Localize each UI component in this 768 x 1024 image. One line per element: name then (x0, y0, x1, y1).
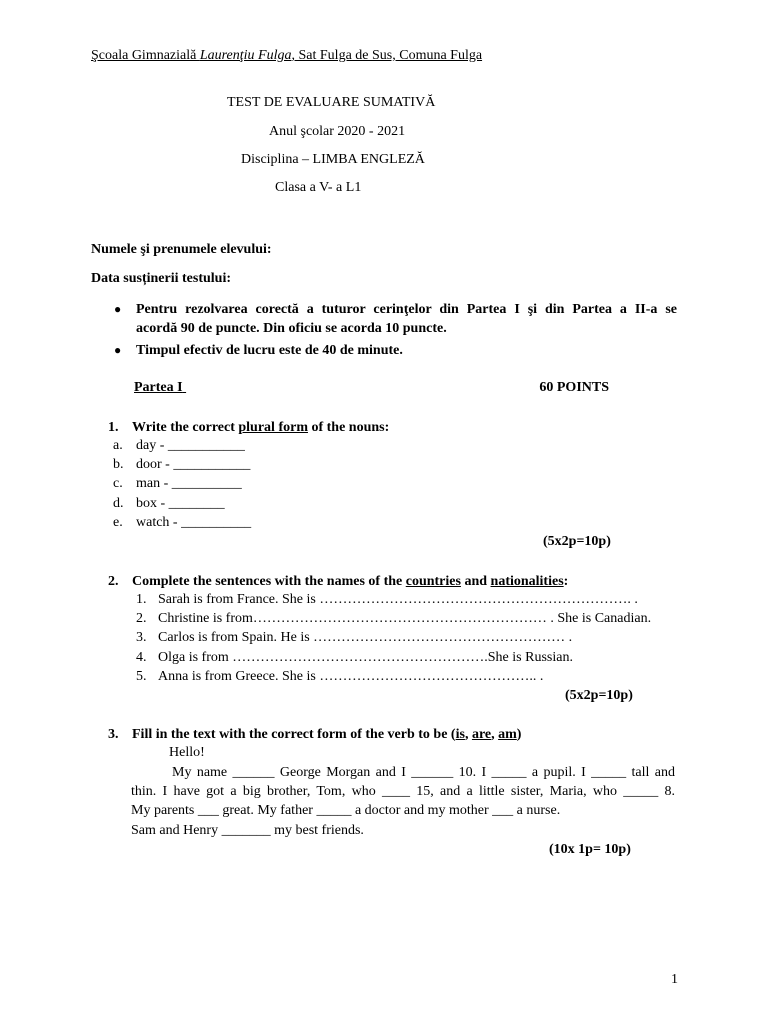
student-name-label: Numele şi prenumele elevului: (91, 242, 272, 257)
instruction-1-line1: Pentru rezolvarea corectă a tuturor cerinţelor din Partea I şi din Partea a II-a se (136, 302, 677, 317)
ex3-is: is (455, 727, 465, 742)
ex2-item-num: 3. (136, 630, 147, 645)
ex3-text-before: Fill in the text with the correct form of the verb to be ( (132, 727, 456, 742)
ex1-instruction (132, 420, 389, 436)
bullet-icon: ● (114, 302, 122, 316)
ex1-item-letter: c. (113, 476, 123, 491)
instruction-1-line2: acordă 90 de puncte. Din oficiu se acorda 10 puncte. (136, 321, 447, 336)
ex2-item: Olga is from ……………………………………………….She is Russian. (158, 650, 573, 665)
ex2-nationalities: nationalities (490, 574, 564, 589)
ex2-item: Anna is from Greece. She is ……………………………………….. . (158, 669, 544, 684)
ex1-number: 1. (108, 420, 119, 435)
ex3-paragraph-line4: Sam and Henry _______ my best friends. (131, 823, 364, 838)
ex1-text-before: Write the correct (132, 420, 239, 435)
part-label: Partea I (134, 380, 183, 395)
bullet-icon: ● (114, 343, 122, 357)
ex2-text-after: : (563, 574, 569, 589)
ex2-item-num: 1. (136, 592, 147, 607)
ex1-item-letter: a. (113, 438, 123, 453)
ex2-instruction (132, 574, 568, 590)
ex3-greeting: Hello! (169, 745, 205, 760)
part-points: 60 POINTS (539, 380, 609, 395)
page-number: 1 (671, 972, 678, 987)
ex1-item-letter: d. (113, 496, 124, 511)
ex2-item-num: 5. (136, 669, 147, 684)
ex3-are: are (471, 727, 492, 742)
ex2-item: Sarah is from France. She is …………………………………………………………. . (158, 592, 638, 607)
ex3-paragraph-line1: My name ______ George Morgan and I ______ 10. I _____ a pupil. I _____ tall and (172, 765, 675, 780)
ex1-item: man - __________ (136, 476, 242, 491)
ex2-countries: countries (405, 574, 461, 589)
ex2-item: Carlos is from Spain. He is ……………………………………………… . (158, 630, 573, 645)
ex3-paragraph-line2: thin. I have got a big brother, Tom, who ____ 15, and a little sister, Maria, who _____ 8. (131, 784, 675, 799)
test-date-label: Data susținerii testului: (91, 271, 231, 286)
ex2-item-num: 2. (136, 611, 147, 626)
ex3-number: 3. (108, 727, 119, 742)
class-label: Clasa a V- a L1 (275, 180, 362, 195)
ex2-item-num: 4. (136, 650, 147, 665)
ex3-instruction (132, 727, 521, 743)
discipline: Disciplina – LIMBA ENGLEZĂ (241, 152, 425, 167)
ex1-score: (5x2p=10p) (543, 534, 611, 549)
ex2-number: 2. (108, 574, 119, 589)
ex1-item: watch - __________ (136, 515, 252, 530)
ex1-text-after: of the nouns: (307, 420, 390, 435)
ex2-item: Christine is from……………………………………………………… . She is Canadian. (158, 611, 652, 626)
ex2-score: (5x2p=10p) (565, 688, 633, 703)
ex3-score: (10x 1p= 10p) (549, 842, 631, 857)
ex1-item-letter: b. (113, 457, 124, 472)
ex1-item: box - ________ (136, 496, 225, 511)
ex3-paragraph-line3: My parents ___ great. My father _____ a doctor and my mother ___ a nurse. (131, 803, 561, 818)
ex2-text-before: Complete the sentences with the names of the (132, 574, 406, 589)
ex1-item-letter: e. (113, 515, 123, 530)
instruction-2: Timpul efectiv de lucru este de 40 de minute. (136, 343, 403, 358)
ex1-item: day - ___________ (136, 438, 245, 453)
ex1-text-underlined: plural form (238, 420, 308, 435)
ex3-am: am (498, 727, 517, 742)
ex1-item: door - ___________ (136, 457, 251, 472)
school-year: Anul şcolar 2020 - 2021 (269, 124, 406, 139)
test-title: TEST DE EVALUARE SUMATIVĂ (227, 95, 436, 110)
ex3-sep: , (464, 727, 472, 742)
ex3-text-after: ) (516, 727, 522, 742)
school-header (91, 48, 482, 64)
school-name: Laurenţiu Fulga (199, 48, 292, 63)
school-suffix: , Sat Fulga de Sus, Comuna Fulga (291, 48, 483, 63)
ex3-sep: , (491, 727, 499, 742)
school-prefix: Şcoala Gimnazială (91, 48, 200, 63)
part-heading (134, 380, 609, 396)
ex2-text-mid: and (460, 574, 491, 589)
